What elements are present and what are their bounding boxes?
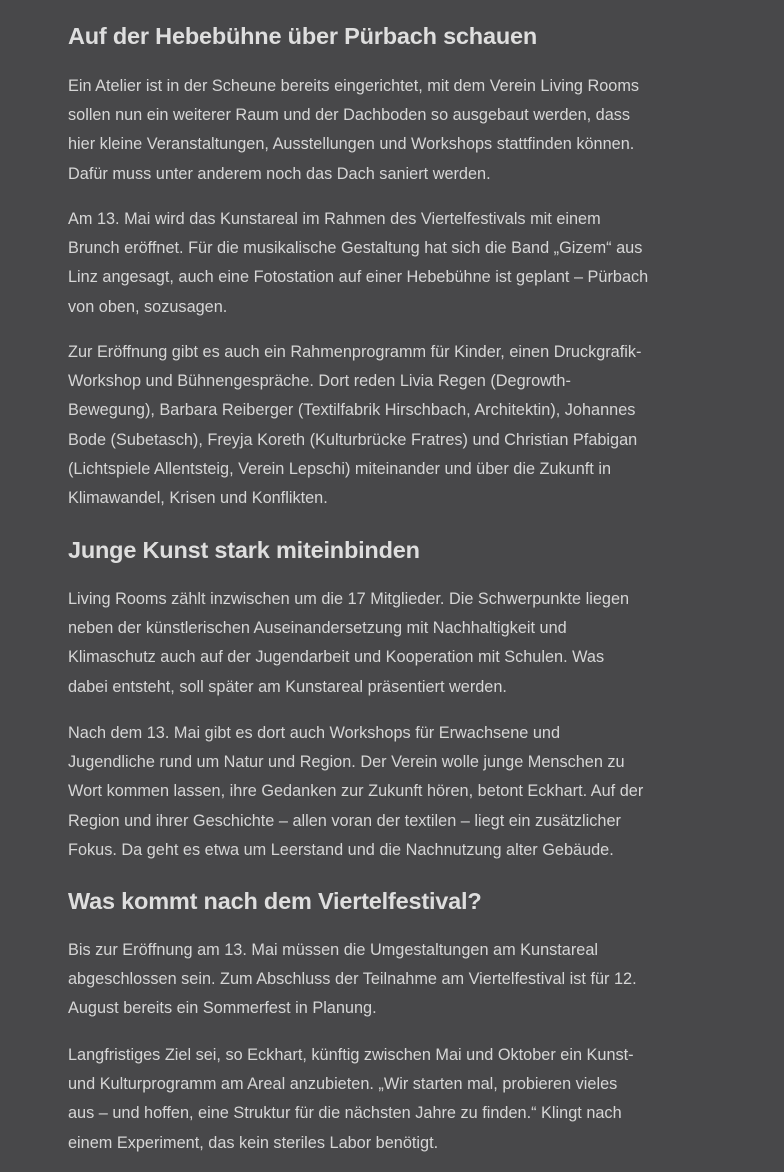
- text-line: Linz angesagt, auch eine Fotostation auf einer Hebebühne ist geplant – Pürbach: [68, 268, 649, 287]
- text-line: aus – und hoffen, eine Struktur für die nächsten Jahre zu finden.“ Klingt nach: [68, 1104, 622, 1123]
- text-line: Klimaschutz auch auf der Jugendarbeit und Kooperation mit Schulen. Was: [68, 648, 605, 667]
- text-line: Bis zur Eröffnung am 13. Mai müssen die Umgestaltungen am Kunstareal: [68, 941, 599, 959]
- text-line: Living Rooms zählt inzwischen um die 17 Mitglieder. Die Schwerpunkte liegen: [68, 590, 630, 608]
- section-3-paragraph-1: [68, 936, 637, 1024]
- section-2-paragraph-1: [68, 585, 629, 702]
- section-2-paragraph-2: [68, 719, 643, 865]
- text-line: Zur Eröffnung gibt es auch ein Rahmenprogramm für Kinder, einen Druckgrafik-: [68, 343, 642, 361]
- section-1-paragraph-1: [68, 72, 639, 189]
- text-line: Dafür muss unter anderem noch das Dach saniert werden.: [68, 164, 491, 183]
- section-1-paragraph-2: [68, 205, 648, 322]
- text-line: abgeschlossen sein. Zum Abschluss der Teilnahme am Viertelfestival ist für 12.: [68, 970, 637, 989]
- text-line: Am 13. Mai wird das Kunstareal im Rahmen des Viertelfestivals mit einem: [68, 210, 601, 228]
- text-line: (Lichtspiele Allentsteig, Verein Lepschi) miteinander und über die Zukunft in: [68, 459, 612, 478]
- section-heading-3: Was kommt nach dem Viertelfestival?: [68, 888, 482, 914]
- text-line: hier kleine Veranstaltungen, Ausstellungen und Workshops stattfinden können.: [68, 135, 635, 154]
- section-heading-2: Junge Kunst stark miteinbinden: [68, 537, 420, 563]
- text-line: Nach dem 13. Mai gibt es dort auch Workshops für Erwachsene und: [68, 724, 561, 742]
- text-line: Ein Atelier ist in der Scheune bereits eingerichtet, mit dem Verein Living Rooms: [68, 77, 640, 95]
- text-line: Klimawandel, Krisen und Konflikten.: [68, 489, 328, 508]
- text-line: sollen nun ein weiterer Raum und der Dachboden so ausgebaut werden, dass: [68, 106, 631, 125]
- section-1-paragraph-3: [68, 338, 641, 513]
- text-line: Bode (Subetasch), Freyja Koreth (Kulturbrücke Fratres) und Christian Pfabigan: [68, 430, 638, 449]
- text-line: Workshop und Bühnengespräche. Dort reden Livia Regen (Degrowth-: [68, 372, 571, 391]
- text-line: Jugendliche rund um Natur und Region. Der Verein wolle junge Menschen zu: [68, 753, 625, 772]
- text-line: neben der künstlerischen Auseinandersetzung mit Nachhaltigkeit und: [68, 619, 567, 638]
- section-heading-1: Auf der Hebebühne über Pürbach schauen: [68, 23, 538, 49]
- section-3-paragraph-2: [68, 1041, 634, 1158]
- text-line: Wort kommen lassen, ihre Gedanken zur Zukunft hören, betont Eckhart. Auf der: [68, 782, 644, 801]
- text-line: Bewegung), Barbara Reiberger (Textilfabrik Hirschbach, Architektin), Johannes: [68, 401, 636, 420]
- text-line: Fokus. Da geht es etwa um Leerstand und die Nachnutzung alter Gebäude.: [68, 840, 614, 859]
- text-line: Region und ihrer Geschichte – allen voran der textilen – liegt ein zusätzlicher: [68, 811, 621, 830]
- text-line: und Kulturprogramm am Areal anzubieten. „Wir starten mal, probieren vieles: [68, 1075, 618, 1094]
- text-line: dabei entsteht, soll später am Kunstareal präsentiert werden.: [68, 677, 507, 696]
- text-line: einem Experiment, das kein steriles Labor benötigt.: [68, 1133, 439, 1152]
- text-line: von oben, sozusagen.: [68, 297, 228, 316]
- text-line: August bereits ein Sommerfest in Planung.: [68, 999, 377, 1018]
- text-line: Brunch eröffnet. Für die musikalische Gestaltung hat sich die Band „Gizem“ aus: [68, 239, 643, 258]
- text-line: Langfristiges Ziel sei, so Eckhart, künftig zwischen Mai und Oktober ein Kunst-: [68, 1046, 634, 1064]
